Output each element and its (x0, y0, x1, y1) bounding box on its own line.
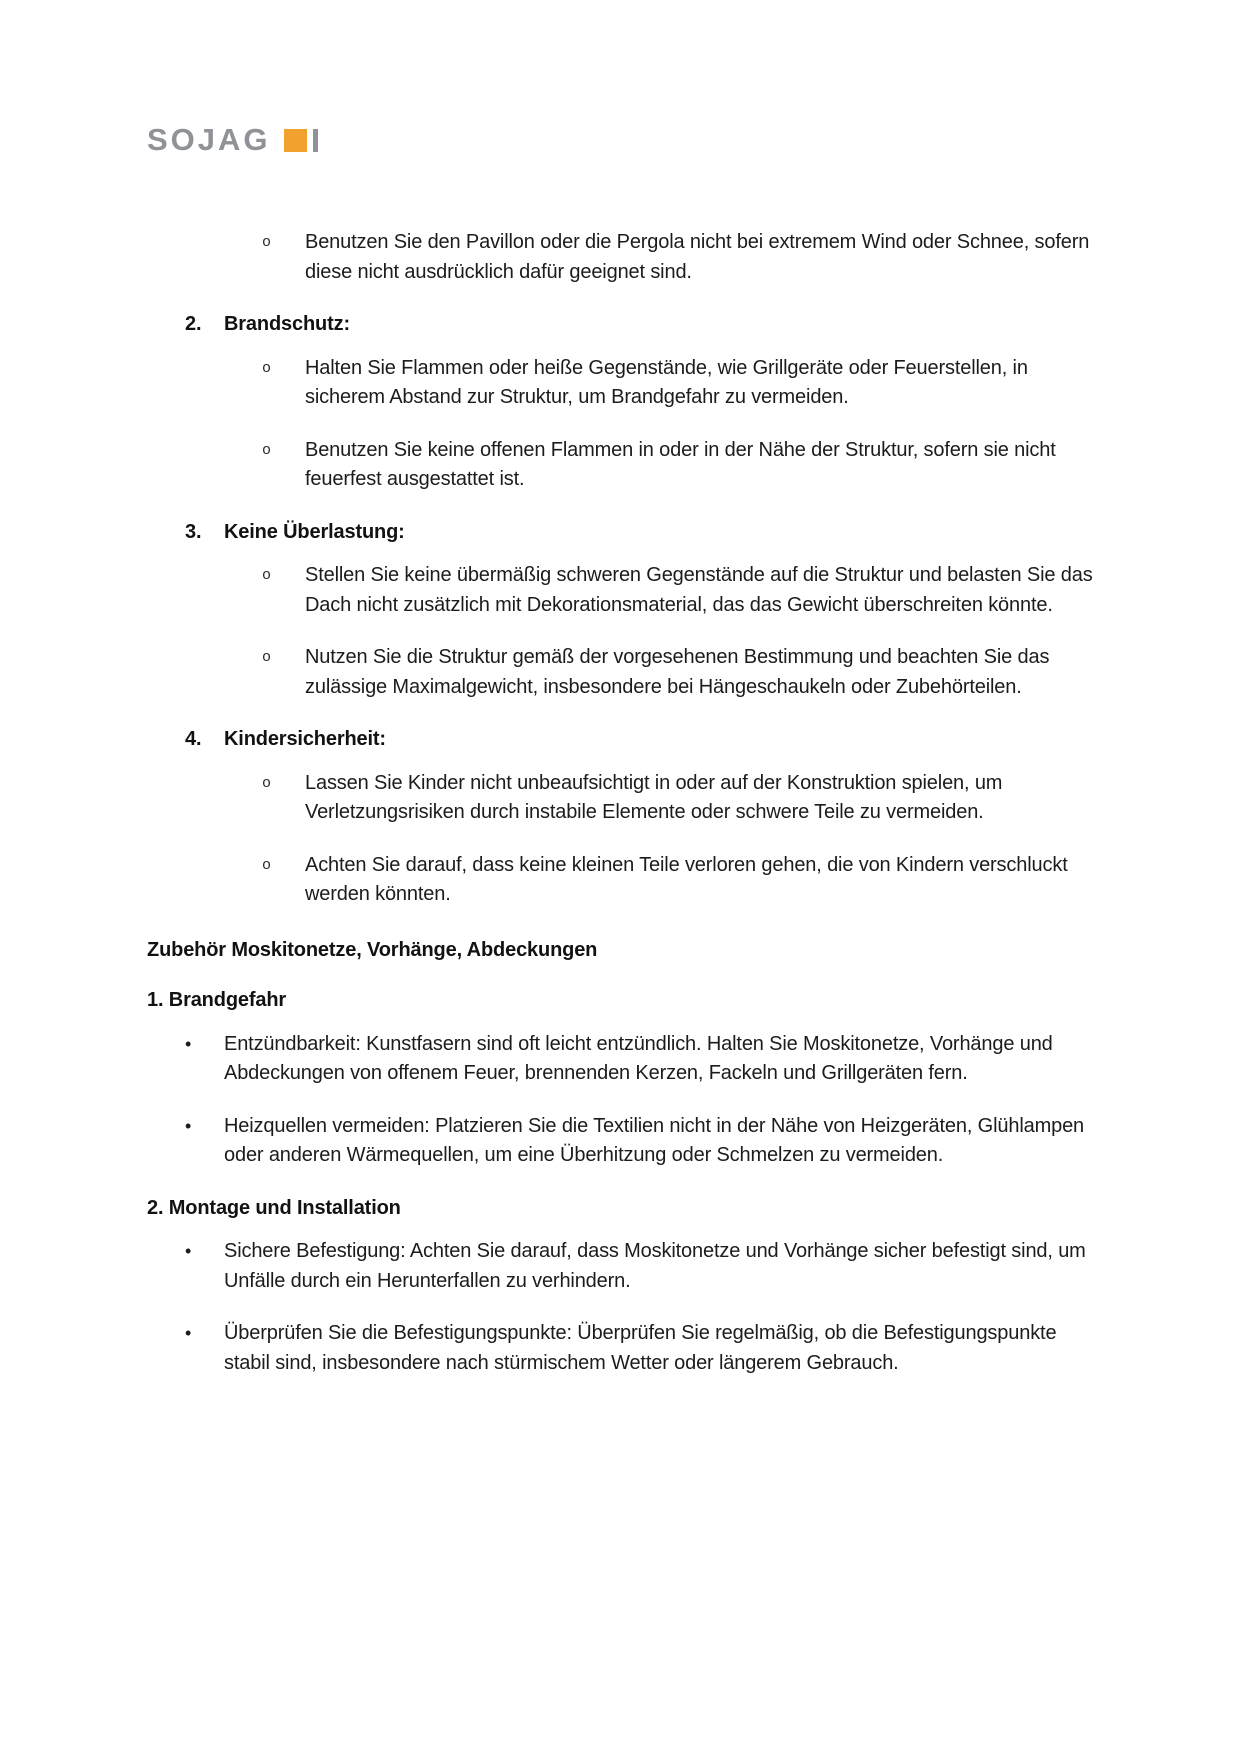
numbered-heading-ueberlastung (185, 518, 1150, 548)
list-item (262, 228, 1150, 287)
document-body (147, 228, 1150, 1378)
list-item (262, 643, 1150, 702)
logo-wordmark: SOJAG (147, 122, 271, 157)
numbered-heading-kindersicherheit (185, 725, 1150, 755)
subheading-brandgefahr: 1. Brandgefahr (147, 989, 287, 1011)
bullet-text: Heizquellen vermeiden: Platzieren Sie die Textilien nicht in der Nähe von Heizgeräten, Glühlampen oder anderen Wärmequellen, um eine Überhitzung oder Schmelzen zu vermeiden. (224, 1114, 1085, 1166)
numbered-heading-brandschutz (185, 310, 1150, 340)
heading-text: Kindersicherheit: (224, 728, 386, 750)
section-heading-zubehoer: Zubehör Moskitonetze, Vorhänge, Abdeckungen (147, 938, 598, 961)
circle-bullet-marker: o (262, 359, 271, 377)
bullet-text: Benutzen Sie keine offenen Flammen in oder in der Nähe der Struktur, sofern sie nicht feuerfest ausgestattet ist. (305, 438, 1056, 490)
list-item (262, 436, 1150, 495)
circle-bullet-marker: o (262, 234, 271, 251)
dot-bullet-marker: • (185, 1033, 192, 1054)
bullet-text: Achten Sie darauf, dass keine kleinen Teile verloren gehen, die von Kindern verschluckt werden könnten. (305, 853, 1068, 905)
list-item (262, 769, 1150, 828)
circle-bullet-marker: o (262, 567, 271, 584)
list-number: 2. (185, 313, 202, 335)
bullet-text: Nutzen Sie die Struktur gemäß der vorgesehenen Bestimmung und beachten Sie das zulässige Maximalgewicht, insbesondere bei Hängeschaukeln oder Zubehörteilen. (305, 646, 1050, 698)
list-item (262, 851, 1150, 910)
heading-text: Keine Überlastung: (224, 520, 405, 543)
dot-bullet-marker: • (185, 1241, 192, 1261)
bullet-text: Benutzen Sie den Pavillon oder die Pergola nicht bei extremem Wind oder Schnee, sofern diese nicht ausdrücklich dafür geeignet sind. (305, 231, 1090, 283)
bullet-text: Entzündbarkeit: Kunstfasern sind oft leicht entzündlich. Halten Sie Moskitonetze, Vorhänge und Abdeckungen von offenem Feuer, brennenden Kerzen, Fackeln und Grillgeräten fern. (224, 1032, 1053, 1084)
logo-tail-bar-icon (313, 129, 318, 152)
list-item (185, 1237, 1150, 1296)
subheading-montage: 2. Montage und Installation (147, 1196, 401, 1219)
list-item (262, 354, 1150, 413)
list-item (185, 1030, 1150, 1089)
list-item (185, 1112, 1150, 1171)
heading-text: Brandschutz: (224, 313, 350, 335)
list-number: 3. (185, 520, 202, 543)
circle-bullet-marker: o (262, 649, 271, 666)
list-item (185, 1319, 1150, 1378)
dot-bullet-marker: • (185, 1323, 192, 1343)
bullet-text: Überprüfen Sie die Befestigungspunkte: Überprüfen Sie regelmäßig, ob die Befestigungspunkte stabil sind, insbesondere nach stürmischem Wetter oder längerem Gebrauch. (224, 1322, 1057, 1374)
circle-bullet-marker: o (262, 774, 271, 792)
bullet-text: Stellen Sie keine übermäßig schweren Gegenstände auf die Struktur und belasten Sie das Dach nicht zusätzlich mit Dekorationsmaterial, das das Gewicht überschreiten könnte. (305, 564, 1093, 616)
list-number: 4. (185, 728, 202, 750)
circle-bullet-marker: o (262, 856, 271, 874)
bullet-text: Halten Sie Flammen oder heiße Gegenstände, wie Grillgeräte oder Feuerstellen, in sicherem Abstand zur Struktur, um Brandgefahr zu vermeiden. (305, 356, 1028, 408)
logo-orange-square-icon (284, 129, 307, 152)
bullet-text: Lassen Sie Kinder nicht unbeaufsichtigt in oder auf der Konstruktion spielen, um Verletzungsrisiken durch instabile Elemente oder schwere Teile zu vermeiden. (305, 771, 1003, 823)
circle-bullet-marker: o (262, 441, 271, 459)
sojag-logo (147, 122, 1150, 157)
bullet-text: Sichere Befestigung: Achten Sie darauf, dass Moskitonetze und Vorhänge sicher befestigt sind, um Unfälle durch ein Herunterfallen zu verhindern. (224, 1240, 1086, 1292)
list-item (262, 561, 1150, 620)
dot-bullet-marker: • (185, 1115, 192, 1136)
